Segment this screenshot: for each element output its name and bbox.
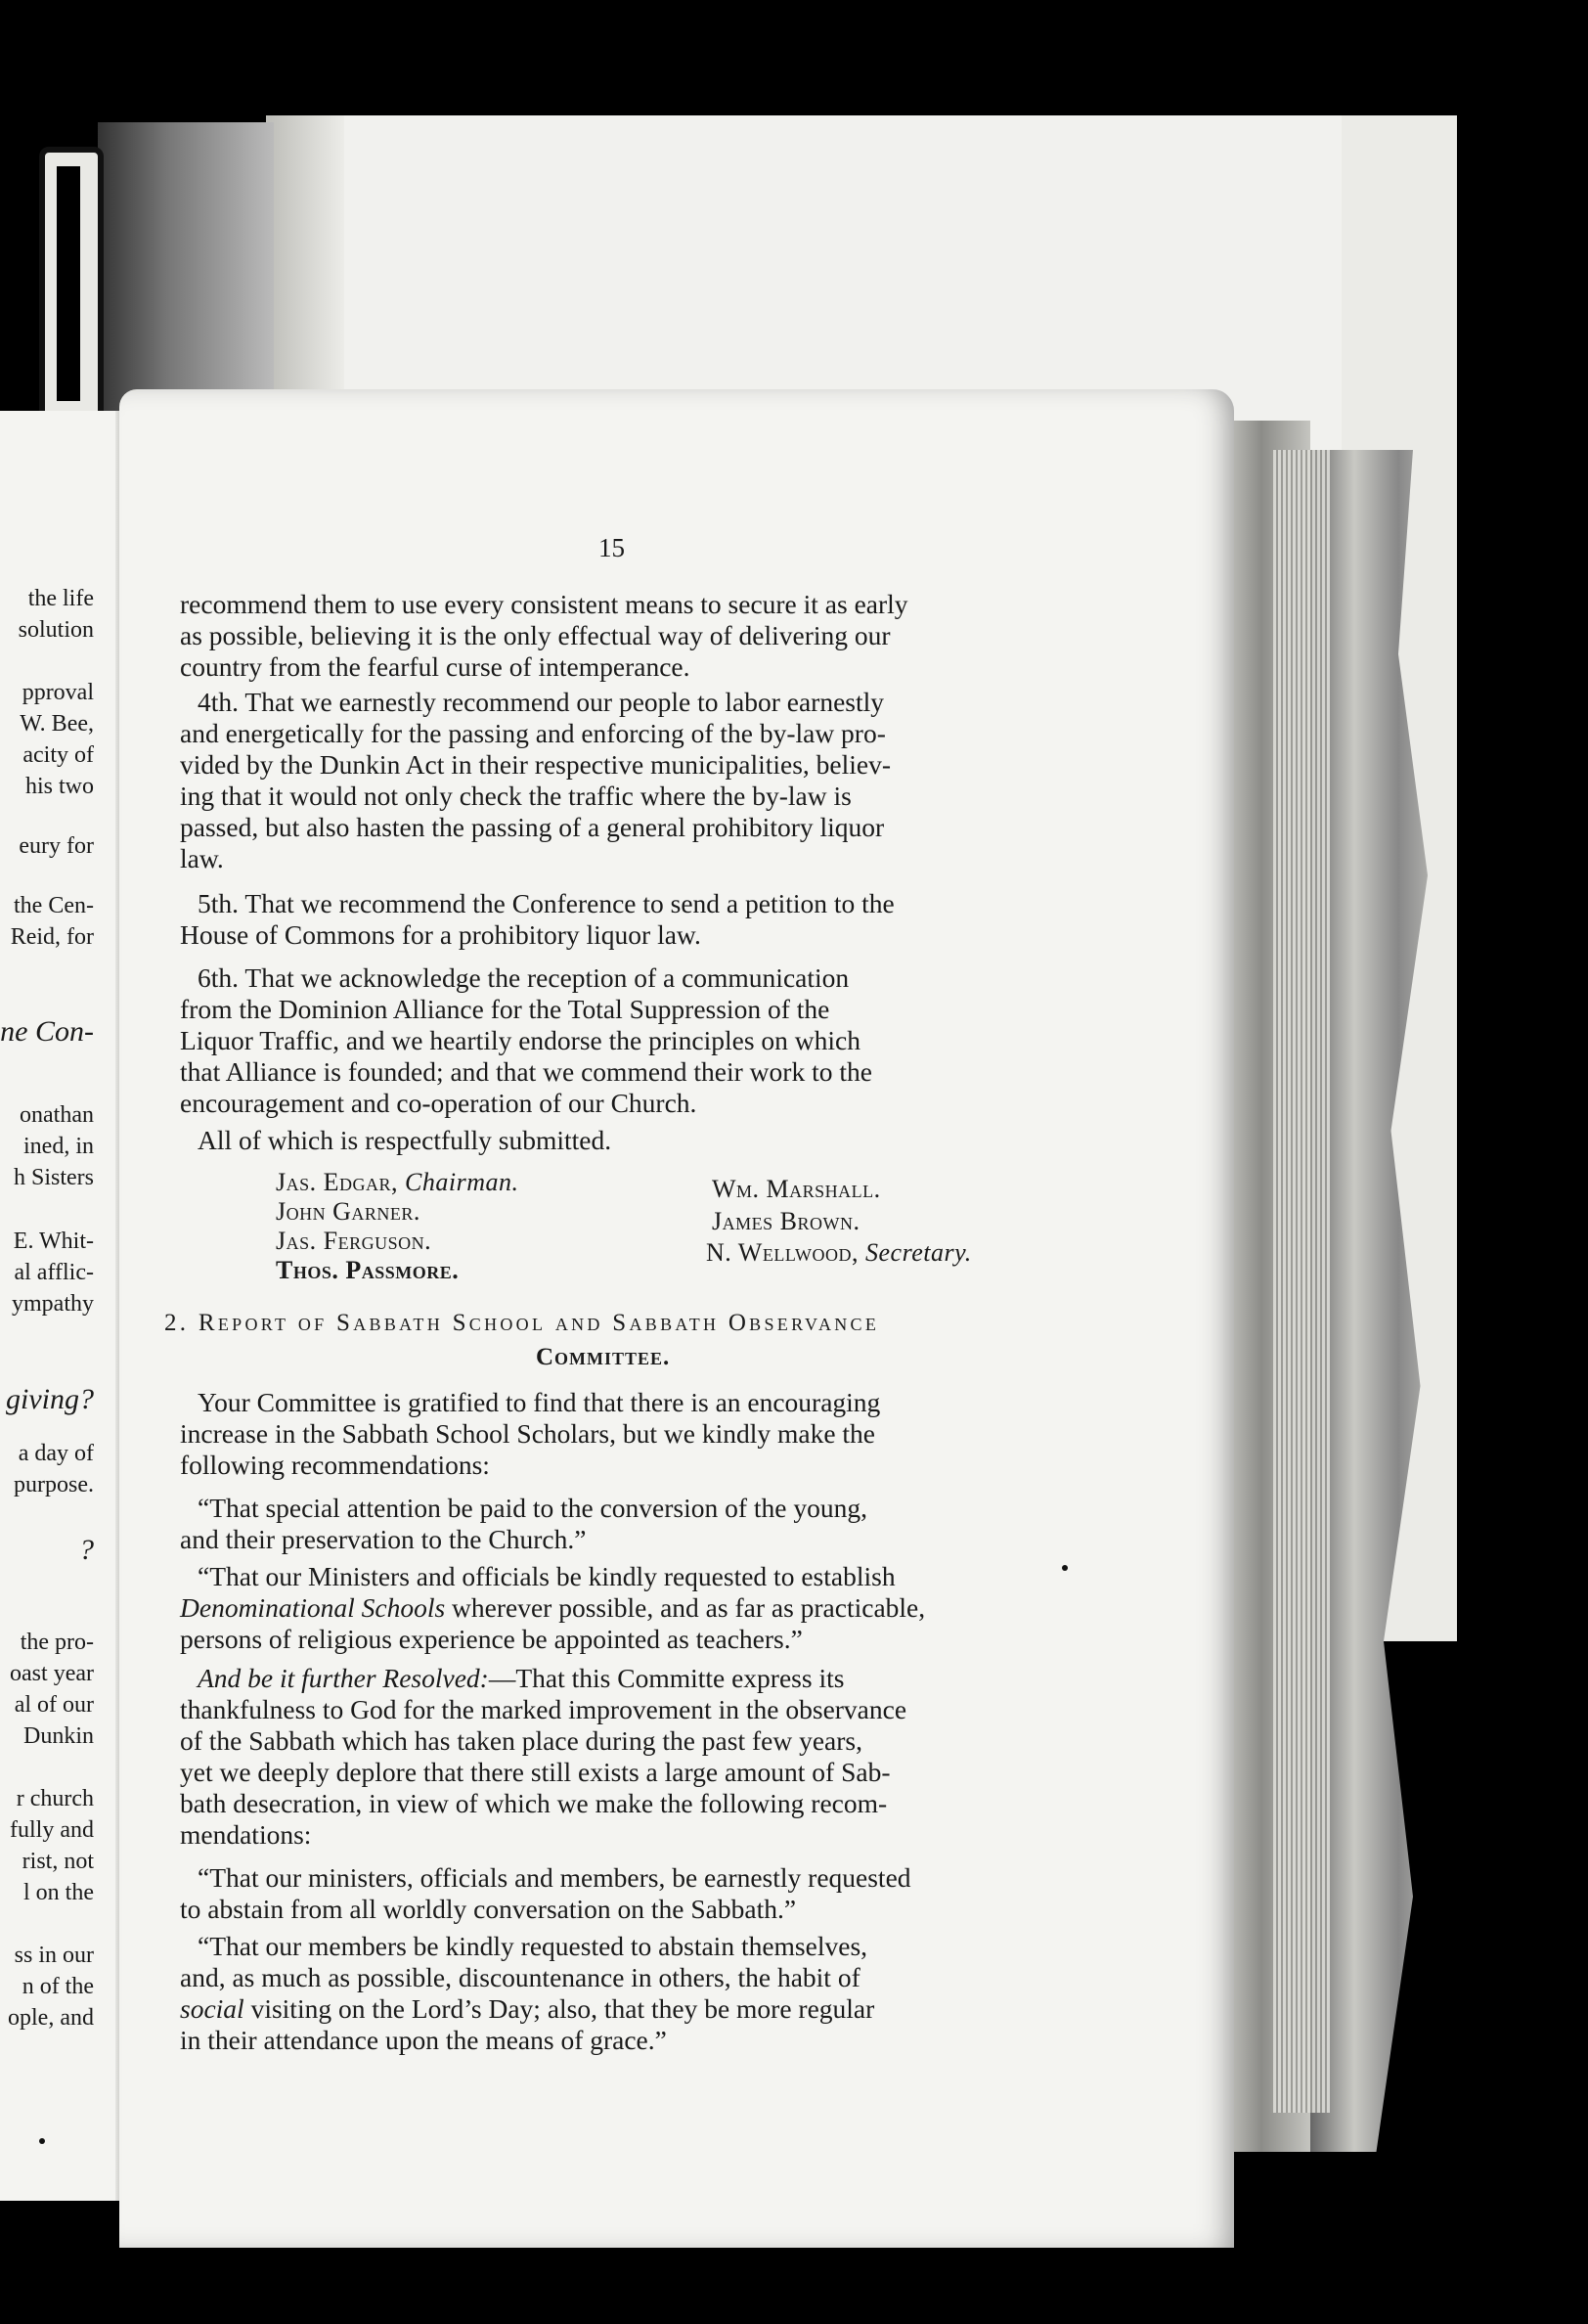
body-line: from the Dominion Alliance for the Total Suppression of the <box>180 994 830 1024</box>
signatory-role: Chairman. <box>405 1168 519 1196</box>
signatory-name: N. Wellwood, <box>706 1238 859 1267</box>
left-fragment: n of the <box>22 1974 94 1999</box>
left-fragment: Reid, for <box>10 924 94 950</box>
left-fragment: acity of <box>22 742 94 768</box>
signature <box>276 1229 431 1254</box>
report-line: thankfulness to God for the marked improvement in the observance <box>180 1694 907 1724</box>
report-line: in their attendance upon the means of grace.” <box>180 2025 667 2055</box>
report-line <box>180 1594 1056 1622</box>
left-fragment: Dunkin <box>23 1723 94 1749</box>
book-spine <box>98 122 274 435</box>
left-fragment: al afflic- <box>14 1260 94 1285</box>
left-fragment: l on the <box>23 1880 94 1905</box>
report-line: yet we deeply deplore that there still exists a large amount of Sab- <box>180 1757 891 1787</box>
left-fragment: ss in our <box>14 1943 94 1968</box>
left-fragment: ople, and <box>8 2005 94 2031</box>
body-line: and energetically for the passing and enforcing of the by-law pro- <box>180 718 886 748</box>
body-line: country from the fearful curse of intemperance. <box>180 651 690 682</box>
report-line: to abstain from all worldly conversation on the Sabbath.” <box>180 1894 797 1924</box>
emphasis: Denominational Schools <box>180 1592 446 1623</box>
report-line-text: wherever possible, and as far as practicable, <box>452 1592 926 1623</box>
signatory-name: James Brown. <box>712 1207 860 1235</box>
binding-clip-slot <box>57 166 80 401</box>
left-fragment: ? <box>79 1534 94 1566</box>
body-line: that Alliance is founded; and that we commend their work to the <box>180 1056 872 1087</box>
left-fragment: W. Bee, <box>20 711 94 737</box>
report-line: Your Committee is gratified to find that there is an encouraging <box>198 1387 881 1417</box>
body-line: ing that it would not only check the traffic where the by-law is <box>180 781 852 811</box>
report-line: and, as much as possible, discountenance in others, the habit of <box>180 1962 860 1992</box>
report-line <box>180 1995 1056 2023</box>
ink-speck <box>1062 1565 1068 1571</box>
left-fragment: his two <box>24 774 94 799</box>
left-fragment: h Sisters <box>13 1165 94 1190</box>
report-line: “That special attention be paid to the conversion of the young, <box>198 1493 868 1523</box>
body-line: recommend them to use every consistent means to secure it as early <box>180 589 908 619</box>
signature <box>276 1170 518 1195</box>
body-line: All of which is respectfully submitted. <box>198 1125 612 1155</box>
body-line: vided by the Dunkin Act in their respective municipalities, believ- <box>180 749 892 780</box>
report-line: “That our ministers, officials and members, be earnestly requested <box>198 1862 911 1893</box>
page-number: 15 <box>598 533 625 562</box>
body-line: encouragement and co-operation of our Church. <box>180 1088 697 1118</box>
signatory-name: Jas. Ferguson. <box>276 1227 432 1255</box>
signatory-name: Thos. Passmore. <box>276 1256 460 1284</box>
signatory-name: Jas. Edgar, <box>276 1168 399 1196</box>
left-fragment: pproval <box>22 680 94 705</box>
left-fragment: r church <box>16 1786 94 1811</box>
body-line: 5th. That we recommend the Conference to send a petition to the <box>198 888 895 918</box>
body-line: as possible, believing it is the only effectual way of delivering our <box>180 620 891 650</box>
report-line: increase in the Sabbath School Scholars, but we kindly make the <box>180 1418 876 1449</box>
left-fragment: fully and <box>10 1817 94 1843</box>
report-line: persons of religious experience be appointed as teachers.” <box>180 1624 803 1654</box>
left-fragment: the pro- <box>20 1630 94 1655</box>
signatory-name: Wm. Marshall. <box>712 1175 881 1203</box>
left-fragment: ne Con- <box>0 1015 94 1048</box>
left-fragment: rist, not <box>22 1849 94 1874</box>
signature <box>712 1177 881 1202</box>
emphasis: And be it further Resolved: <box>198 1663 489 1693</box>
body-line: passed, but also hasten the passing of a general prohibitory liquor <box>180 812 885 842</box>
signatory-name: John Garner. <box>276 1197 420 1226</box>
left-fragment: a day of <box>18 1441 94 1466</box>
report-line: of the Sabbath which has taken place during the past few years, <box>180 1725 862 1756</box>
signature <box>712 1209 860 1234</box>
emphasis: social <box>180 1993 244 2024</box>
report-line: following recommendations: <box>180 1450 490 1480</box>
body-line: law. <box>180 843 224 873</box>
signatory-role: Secretary. <box>864 1238 972 1267</box>
left-fragment: oast year <box>10 1661 94 1686</box>
left-fragment: al of our <box>14 1692 94 1718</box>
report-line <box>198 1665 1056 1692</box>
left-fragment: ympathy <box>12 1291 94 1317</box>
left-fragment: the Cen- <box>14 893 94 918</box>
report-line: and their preservation to the Church.” <box>180 1524 587 1554</box>
report-line: “That our Ministers and officials be kindly requested to establish <box>198 1561 896 1591</box>
left-fragment: solution <box>18 617 94 643</box>
signature <box>276 1199 420 1225</box>
left-fragment: E. Whit- <box>13 1229 94 1254</box>
body-line: House of Commons for a prohibitory liquor law. <box>180 919 701 950</box>
report-heading: 2. Report of Sabbath School and Sabbath Observance <box>164 1310 880 1336</box>
body-line: 4th. That we earnestly recommend our people to labor earnestly <box>198 687 885 717</box>
report-line: bath desecration, in view of which we make the following recom- <box>180 1788 888 1818</box>
left-fragment: purpose. <box>14 1472 94 1497</box>
left-fragment: giving? <box>6 1383 94 1415</box>
report-line-text: visiting on the Lord’s Day; also, that they be more regular <box>250 1993 875 2024</box>
report-line-text: —That this Committe express its <box>488 1663 845 1693</box>
report-line: mendations: <box>180 1819 312 1850</box>
body-line: 6th. That we acknowledge the reception of a communication <box>198 962 850 993</box>
left-fragment: the life <box>27 586 94 611</box>
report-heading-cont: Committee. <box>536 1344 671 1370</box>
ink-speck <box>39 2138 45 2144</box>
left-fragment: onathan <box>20 1102 94 1128</box>
left-fragment: ined, in <box>23 1134 94 1159</box>
signature <box>706 1240 972 1266</box>
left-fragment: eury for <box>19 833 94 859</box>
report-line: “That our members be kindly requested to abstain themselves, <box>198 1931 868 1961</box>
signature <box>276 1258 459 1283</box>
body-line: Liquor Traffic, and we heartily endorse the principles on which <box>180 1025 860 1055</box>
page-stack-edge <box>1271 450 1330 2113</box>
